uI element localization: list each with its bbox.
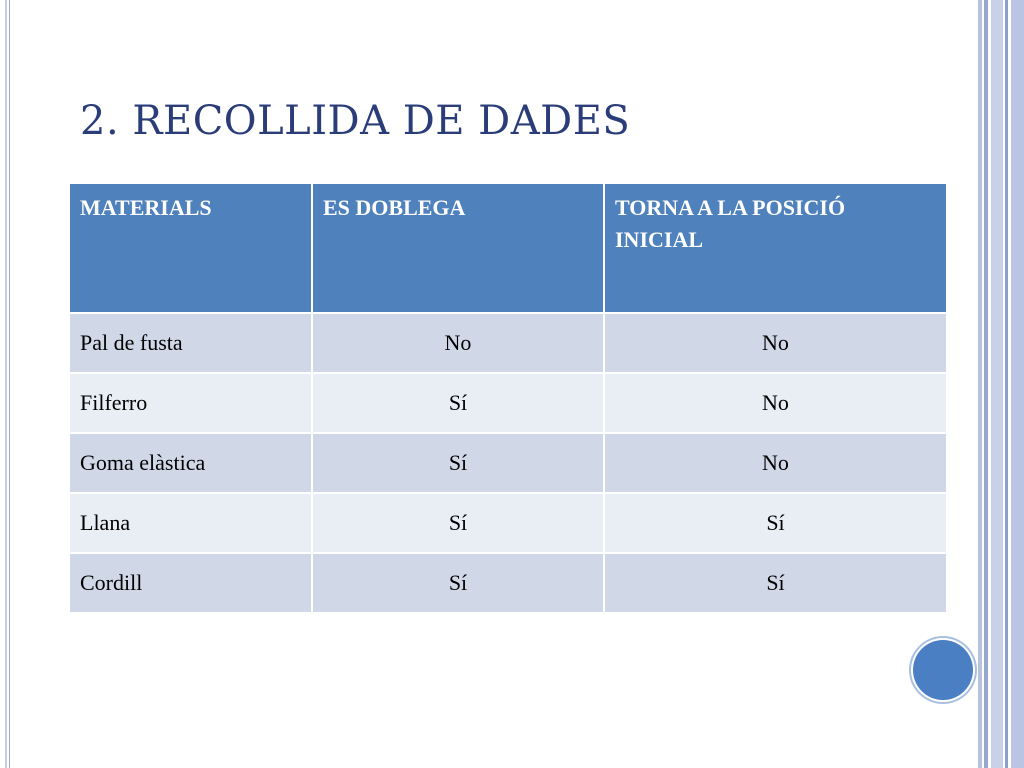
header-es-doblega: ES DOBLEGA <box>312 183 604 313</box>
left-border-line-inner <box>9 0 10 768</box>
right-stripe <box>984 0 988 768</box>
header-materials: MATERIALS <box>69 183 312 313</box>
cell-es-doblega: Sí <box>312 373 604 433</box>
cell-material: Llana <box>69 493 312 553</box>
cell-es-doblega: Sí <box>312 493 604 553</box>
cell-material: Pal de fusta <box>69 313 312 373</box>
right-stripe <box>1005 0 1008 768</box>
cell-torna: No <box>604 433 947 493</box>
data-table <box>68 182 948 614</box>
right-stripe <box>978 0 982 768</box>
cell-material: Goma elàstica <box>69 433 312 493</box>
cell-material: Cordill <box>69 553 312 613</box>
cell-torna: Sí <box>604 493 947 553</box>
right-stripe <box>991 0 1003 768</box>
cell-torna: Sí <box>604 553 947 613</box>
cell-es-doblega: Sí <box>312 553 604 613</box>
table-row <box>69 433 947 493</box>
right-stripe <box>1011 0 1024 768</box>
table-header-row <box>69 183 947 313</box>
cell-torna: No <box>604 373 947 433</box>
left-border-line <box>5 0 7 768</box>
cell-es-doblega: Sí <box>312 433 604 493</box>
slide-title: 2. RECOLLIDA DE DADES <box>80 98 631 144</box>
table-row <box>69 373 947 433</box>
table-row <box>69 493 947 553</box>
table-row <box>69 313 947 373</box>
cell-material: Filferro <box>69 373 312 433</box>
decorative-circle-icon <box>913 640 973 700</box>
table-row <box>69 553 947 613</box>
cell-torna: No <box>604 313 947 373</box>
header-torna-posicio: TORNA A LA POSICIÓ INICIAL <box>604 183 947 313</box>
cell-es-doblega: No <box>312 313 604 373</box>
